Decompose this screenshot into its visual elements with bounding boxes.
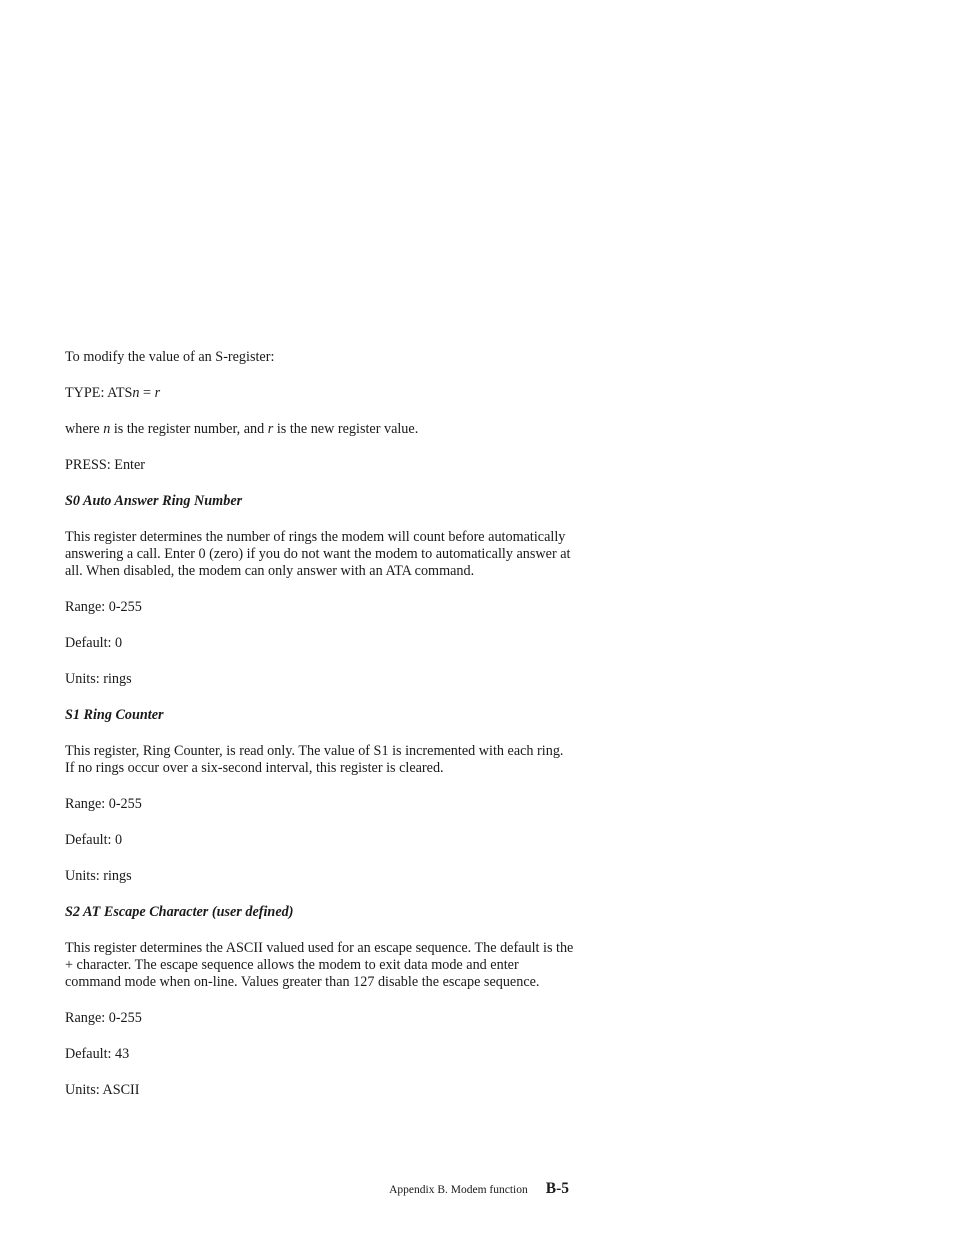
register-default-s2: Default: 43	[65, 1046, 130, 1062]
register-heading-s2: S2 AT Escape Character (user defined)	[65, 904, 294, 920]
register-heading-s1: S1 Ring Counter	[65, 707, 164, 723]
modify-instruction: To modify the value of an S-register:	[65, 349, 275, 365]
type-command	[65, 385, 575, 402]
type-prefix: TYPE: ATS	[65, 385, 133, 401]
page-number: B-5	[545, 1180, 569, 1197]
press-instruction: PRESS: Enter	[65, 457, 146, 473]
where-text-1: where	[65, 421, 104, 437]
type-n: n	[132, 385, 140, 401]
register-units-s2: Units: ASCII	[65, 1082, 140, 1098]
type-r: r	[154, 385, 161, 401]
register-units-s1: Units: rings	[65, 868, 132, 884]
page-footer	[389, 1180, 569, 1198]
where-n: n	[103, 421, 111, 437]
where-r: r	[267, 421, 274, 437]
where-text-2: is the register number, and	[110, 421, 268, 437]
register-default-s1: Default: 0	[65, 832, 123, 848]
register-description-s1: This register, Ring Counter, is read only. The value of S1 is incremented with each ring. If no rings occur over a six-second interval, this register is cleared.	[65, 743, 564, 776]
register-heading-s0: S0 Auto Answer Ring Number	[65, 493, 243, 509]
where-text-3: is the new register value.	[273, 421, 419, 437]
document-body	[65, 349, 575, 1099]
register-units-s0: Units: rings	[65, 671, 132, 687]
register-range-s2: Range: 0-255	[65, 1010, 142, 1026]
register-range-s1: Range: 0-255	[65, 796, 142, 812]
register-description-s0: This register determines the number of rings the modem will count before automatically answering a call. Enter 0 (zero) if you do not want the modem to automatically answer at all. When disabled, the modem can only answer with an ATA command.	[65, 529, 571, 579]
register-default-s0: Default: 0	[65, 635, 123, 651]
register-range-s0: Range: 0-255	[65, 599, 142, 615]
register-description-s2: This register determines the ASCII valued used for an escape sequence. The default is the + character. The escape sequence allows the modem to exit data mode and enter command mode when on-line. Values greater than 127 disable the escape sequence.	[65, 940, 574, 990]
type-eq: =	[139, 385, 155, 401]
where-explanation	[65, 421, 575, 438]
footer-section-title: Appendix B. Modem function	[389, 1184, 528, 1196]
